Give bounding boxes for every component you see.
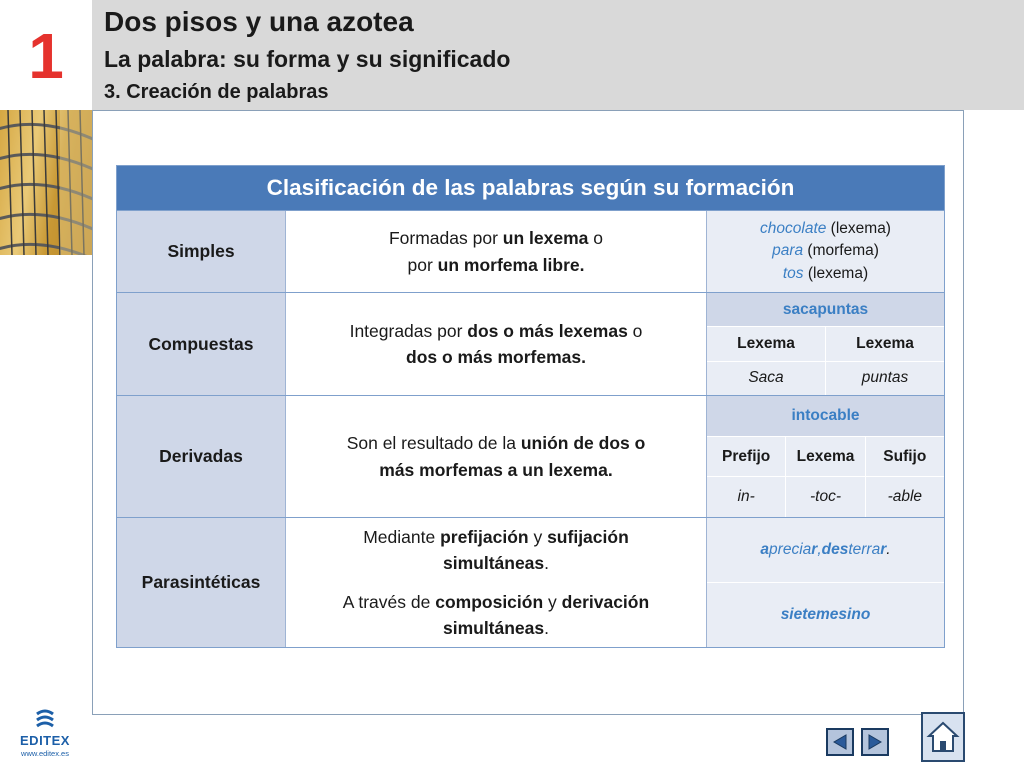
label-simples: Simples [117, 211, 285, 292]
desc-simples: Formadas por un lexema o por un morfema libre. [285, 211, 706, 292]
label-parasinteticas: Parasintéticas [117, 518, 285, 647]
desc-derivadas: Son el resultado de la unión de dos o más morfemas a un lexema. [285, 396, 706, 517]
examples-parasinteticas [706, 518, 944, 647]
part-label: Lexema [707, 327, 825, 360]
editex-logo [14, 708, 76, 760]
label-derivadas: Derivadas [117, 396, 285, 517]
editex-logo-mark [33, 708, 57, 732]
next-button[interactable] [861, 728, 889, 756]
home-button[interactable] [921, 712, 965, 762]
part-value: Saca [707, 362, 825, 395]
page-subtitle: La palabra: su forma y su significado [104, 46, 511, 72]
label-compuestas: Compuestas [117, 293, 285, 395]
examples-derivadas [706, 396, 944, 517]
triangle-left-icon [831, 733, 849, 751]
desc-parasinteticas: Mediante prefijación y sufijación simultáneas. A través de composición y derivación simultáneas. [285, 518, 706, 647]
part-label: Lexema [785, 437, 864, 477]
logo-name: EDITEX [20, 733, 70, 748]
row-compuestas [116, 293, 945, 396]
part-label: Prefijo [707, 437, 785, 477]
example-para: para (morfema) [772, 242, 879, 260]
part-value: puntas [825, 362, 944, 395]
triangle-right-icon [866, 733, 884, 751]
part-value: -toc- [785, 477, 864, 517]
part-value: in- [707, 477, 785, 517]
unit-number: 1 [0, 0, 92, 110]
row-parasinteticas [116, 518, 945, 648]
examples-simples [706, 211, 944, 292]
part-label: Sufijo [865, 437, 944, 477]
logo-url: www.editex.es [21, 749, 69, 758]
example-intocable: intocable [707, 396, 944, 436]
examples-compuestas [706, 293, 944, 395]
section-title: 3. Creación de palabras [104, 81, 329, 103]
table-title: Clasificación de las palabras según su formación [116, 165, 945, 211]
example-sietemesino: sietemesino [707, 583, 944, 647]
home-icon [926, 720, 960, 754]
row-derivadas [116, 396, 945, 518]
example-sacapuntas: sacapuntas [707, 293, 944, 326]
example-chocolate: chocolate (lexema) [760, 219, 891, 237]
previous-button[interactable] [826, 728, 854, 756]
example-apreciar-desterrar: a precia r , des terra r . [707, 518, 944, 582]
part-value: -able [865, 477, 944, 517]
example-tos: tos (lexema) [782, 264, 869, 282]
page-title: Dos pisos y una azotea [104, 6, 414, 37]
row-simples [116, 211, 945, 293]
staircase-photo [0, 110, 92, 255]
part-label: Lexema [825, 327, 944, 360]
desc-compuestas: Integradas por dos o más lexemas o dos o más morfemas. [285, 293, 706, 395]
classification-table [116, 165, 945, 648]
